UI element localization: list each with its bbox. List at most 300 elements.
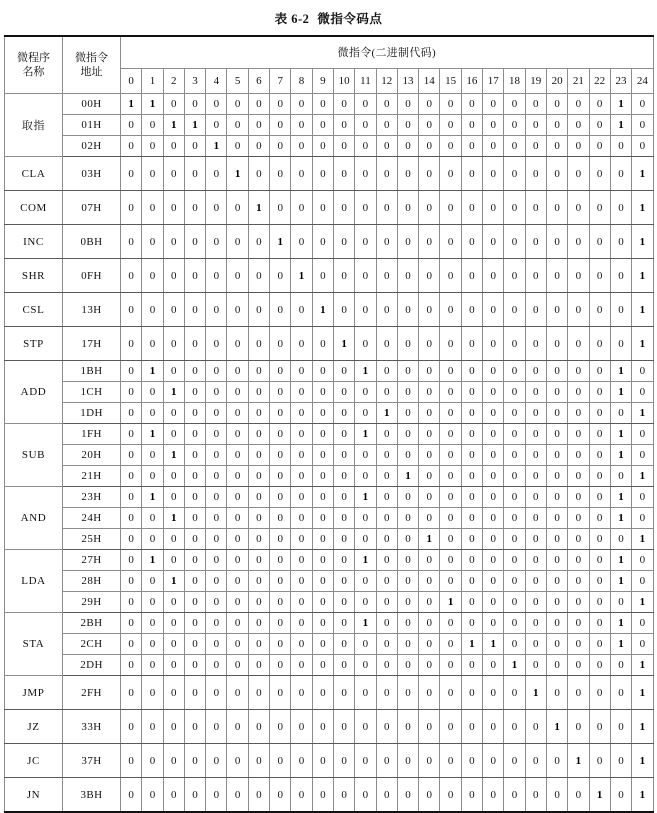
bit-cell: 1 (376, 403, 397, 424)
bit-cell: 0 (546, 361, 567, 382)
bit-cell: 0 (184, 424, 205, 445)
bit-cell: 0 (163, 361, 184, 382)
bit-cell: 0 (291, 293, 312, 327)
bit-cell: 0 (568, 592, 589, 613)
bit-cell: 0 (376, 293, 397, 327)
bit-cell: 0 (206, 157, 227, 191)
bit-cell: 0 (440, 710, 461, 744)
bit-cell: 0 (376, 710, 397, 744)
bit-cell: 0 (589, 225, 610, 259)
bit-cell: 0 (206, 259, 227, 293)
bit-cell: 0 (121, 613, 142, 634)
microinstruction-address-0BH: 0BH (63, 225, 121, 259)
table-row (5, 744, 654, 778)
bit-cell: 0 (504, 529, 525, 550)
table-row (5, 94, 654, 115)
bit-cell: 0 (546, 592, 567, 613)
bit-cell: 0 (461, 115, 482, 136)
bit-cell: 0 (270, 634, 291, 655)
bit-cell: 1 (142, 94, 163, 115)
bit-cell: 0 (184, 466, 205, 487)
bit-cell: 0 (355, 191, 376, 225)
bit-cell: 0 (355, 157, 376, 191)
bit-cell: 0 (397, 778, 418, 813)
bit-cell: 0 (184, 634, 205, 655)
bit-cell: 0 (397, 744, 418, 778)
bit-cell: 0 (376, 259, 397, 293)
bit-cell: 1 (546, 710, 567, 744)
bit-cell: 0 (376, 550, 397, 571)
table-row (5, 676, 654, 710)
bit-cell: 0 (206, 466, 227, 487)
bit-cell: 0 (483, 94, 504, 115)
microprogram-name-AND: AND (5, 487, 63, 550)
bit-cell: 0 (312, 136, 333, 157)
bit-cell: 0 (142, 403, 163, 424)
bit-cell: 0 (227, 613, 248, 634)
bit-cell: 0 (312, 710, 333, 744)
bit-cell: 0 (355, 508, 376, 529)
bit-cell: 0 (589, 259, 610, 293)
header-microprogram-name (5, 36, 63, 94)
bit-cell: 1 (355, 487, 376, 508)
bit-cell: 0 (461, 445, 482, 466)
bit-cell: 0 (270, 613, 291, 634)
bit-cell: 0 (121, 225, 142, 259)
bit-cell: 1 (184, 115, 205, 136)
bit-cell: 0 (291, 744, 312, 778)
bit-cell: 0 (504, 225, 525, 259)
bit-cell: 0 (632, 508, 653, 529)
bit-cell: 0 (397, 115, 418, 136)
bit-cell: 0 (291, 655, 312, 676)
bit-cell: 0 (525, 327, 546, 361)
bit-cell: 0 (632, 382, 653, 403)
bit-cell: 0 (291, 466, 312, 487)
microinstruction-address-20H: 20H (63, 445, 121, 466)
bit-cell: 0 (546, 259, 567, 293)
bit-cell: 0 (248, 508, 269, 529)
bit-cell: 0 (184, 327, 205, 361)
bit-cell: 0 (184, 94, 205, 115)
bit-cell: 0 (440, 676, 461, 710)
bit-cell: 0 (483, 445, 504, 466)
bit-cell: 0 (312, 571, 333, 592)
table-row (5, 225, 654, 259)
bit-cell: 0 (546, 191, 567, 225)
microprogram-name-JZ: JZ (5, 710, 63, 744)
bit-cell: 0 (355, 655, 376, 676)
header-bit-10: 10 (333, 68, 354, 93)
header-bit-13: 13 (397, 68, 418, 93)
microinstruction-address-13H: 13H (63, 293, 121, 327)
bit-cell: 0 (419, 466, 440, 487)
bit-cell: 0 (227, 259, 248, 293)
bit-cell: 0 (206, 592, 227, 613)
bit-cell: 0 (270, 508, 291, 529)
bit-cell: 0 (440, 327, 461, 361)
bit-cell: 0 (291, 403, 312, 424)
bit-cell: 0 (312, 382, 333, 403)
bit-cell: 0 (206, 94, 227, 115)
bit-cell: 0 (248, 592, 269, 613)
bit-cell: 0 (227, 382, 248, 403)
bit-cell: 0 (546, 676, 567, 710)
bit-cell: 0 (632, 487, 653, 508)
bit-cell: 0 (121, 676, 142, 710)
bit-cell: 0 (312, 94, 333, 115)
bit-cell: 0 (333, 157, 354, 191)
bit-cell: 0 (419, 445, 440, 466)
bit-cell: 0 (461, 613, 482, 634)
header-bit-12: 12 (376, 68, 397, 93)
bit-cell: 0 (546, 466, 567, 487)
bit-cell: 0 (461, 424, 482, 445)
bit-cell: 0 (227, 445, 248, 466)
bit-cell: 0 (355, 710, 376, 744)
bit-cell: 1 (632, 403, 653, 424)
bit-cell: 0 (483, 424, 504, 445)
bit-cell: 0 (227, 115, 248, 136)
bit-cell: 0 (376, 327, 397, 361)
bit-cell: 0 (461, 529, 482, 550)
bit-cell: 0 (142, 592, 163, 613)
bit-cell: 1 (632, 592, 653, 613)
bit-cell: 0 (291, 508, 312, 529)
bit-cell: 0 (248, 445, 269, 466)
microinstruction-address-23H: 23H (63, 487, 121, 508)
bit-cell: 1 (483, 634, 504, 655)
bit-cell: 1 (270, 225, 291, 259)
bit-cell: 0 (376, 157, 397, 191)
bit-cell: 0 (589, 445, 610, 466)
bit-cell: 0 (419, 259, 440, 293)
bit-cell: 0 (461, 293, 482, 327)
bit-cell: 0 (525, 613, 546, 634)
bit-cell: 0 (333, 571, 354, 592)
bit-cell: 0 (163, 487, 184, 508)
bit-cell: 0 (333, 259, 354, 293)
bit-cell: 0 (440, 225, 461, 259)
bit-cell: 0 (568, 403, 589, 424)
bit-cell: 0 (333, 382, 354, 403)
bit-cell: 0 (206, 550, 227, 571)
bit-cell: 0 (546, 613, 567, 634)
bit-cell: 0 (121, 744, 142, 778)
bit-cell: 0 (291, 634, 312, 655)
bit-cell: 0 (546, 403, 567, 424)
bit-cell: 0 (419, 592, 440, 613)
microprogram-name-SUB: SUB (5, 424, 63, 487)
bit-cell: 0 (227, 136, 248, 157)
bit-cell: 0 (142, 778, 163, 813)
bit-cell: 0 (546, 382, 567, 403)
bit-cell: 0 (142, 710, 163, 744)
bit-cell: 0 (397, 676, 418, 710)
bit-cell: 0 (121, 191, 142, 225)
table-row (5, 550, 654, 571)
bit-cell: 0 (568, 445, 589, 466)
bit-cell: 0 (419, 327, 440, 361)
bit-cell: 0 (568, 191, 589, 225)
header-bit-17: 17 (483, 68, 504, 93)
bit-cell: 0 (397, 592, 418, 613)
bit-cell: 0 (163, 634, 184, 655)
bit-cell: 0 (142, 136, 163, 157)
bit-cell: 0 (248, 115, 269, 136)
bit-cell: 0 (568, 508, 589, 529)
bit-cell: 0 (483, 529, 504, 550)
bit-cell: 0 (333, 592, 354, 613)
bit-cell: 0 (333, 487, 354, 508)
bit-cell: 0 (206, 445, 227, 466)
bit-cell: 0 (504, 115, 525, 136)
bit-cell: 0 (504, 676, 525, 710)
bit-cell: 0 (589, 382, 610, 403)
bit-cell: 0 (355, 225, 376, 259)
microprogram-name-JN: JN (5, 778, 63, 813)
bit-cell: 1 (121, 94, 142, 115)
header-bit-23: 23 (610, 68, 631, 93)
bit-cell: 0 (568, 327, 589, 361)
bit-cell: 0 (440, 744, 461, 778)
bit-cell: 1 (163, 571, 184, 592)
bit-cell: 0 (610, 466, 631, 487)
bit-cell: 0 (163, 403, 184, 424)
bit-cell: 1 (525, 676, 546, 710)
bit-cell: 0 (333, 508, 354, 529)
bit-cell: 0 (248, 744, 269, 778)
bit-cell: 0 (291, 136, 312, 157)
bit-cell: 0 (419, 225, 440, 259)
bit-cell: 0 (355, 293, 376, 327)
bit-cell: 1 (632, 655, 653, 676)
bit-cell: 0 (121, 778, 142, 813)
bit-cell: 0 (184, 487, 205, 508)
bit-cell: 0 (419, 403, 440, 424)
bit-cell: 0 (270, 778, 291, 813)
bit-cell: 0 (419, 191, 440, 225)
bit-cell: 0 (546, 293, 567, 327)
bit-cell: 0 (163, 550, 184, 571)
bit-cell: 0 (206, 613, 227, 634)
microprogram-name-CLA: CLA (5, 157, 63, 191)
bit-cell: 0 (440, 529, 461, 550)
bit-cell: 0 (419, 487, 440, 508)
microinstruction-address-02H: 02H (63, 136, 121, 157)
bit-cell: 0 (568, 613, 589, 634)
bit-cell: 0 (333, 445, 354, 466)
table-head (5, 36, 654, 94)
bit-cell: 0 (206, 115, 227, 136)
bit-cell: 0 (355, 676, 376, 710)
table-row (5, 529, 654, 550)
bit-cell: 0 (270, 710, 291, 744)
bit-cell: 1 (355, 361, 376, 382)
bit-cell: 0 (184, 710, 205, 744)
bit-cell: 0 (142, 744, 163, 778)
bit-cell: 1 (142, 487, 163, 508)
bit-cell: 1 (142, 550, 163, 571)
bit-cell: 0 (397, 382, 418, 403)
header-microprogram-name-line1: 微程序 (17, 51, 50, 64)
bit-cell: 0 (227, 424, 248, 445)
bit-cell: 0 (568, 550, 589, 571)
table-row (5, 259, 654, 293)
bit-cell: 0 (525, 466, 546, 487)
bit-cell: 0 (546, 778, 567, 813)
bit-cell: 0 (504, 403, 525, 424)
bit-cell: 0 (312, 445, 333, 466)
bit-cell: 0 (419, 508, 440, 529)
bit-cell: 0 (121, 445, 142, 466)
bit-cell: 1 (632, 744, 653, 778)
bit-cell: 0 (589, 676, 610, 710)
table-row (5, 382, 654, 403)
bit-cell: 0 (568, 382, 589, 403)
bit-cell: 0 (504, 744, 525, 778)
bit-cell: 0 (419, 655, 440, 676)
bit-cell: 0 (483, 259, 504, 293)
bit-cell: 0 (142, 529, 163, 550)
microprogram-name-STP: STP (5, 327, 63, 361)
microprogram-name-LDA: LDA (5, 550, 63, 613)
bit-cell: 0 (312, 613, 333, 634)
bit-cell: 0 (610, 403, 631, 424)
bit-cell: 0 (504, 466, 525, 487)
bit-cell: 0 (121, 136, 142, 157)
bit-cell: 0 (163, 778, 184, 813)
bit-cell: 0 (504, 592, 525, 613)
microprogram-name-ADD: ADD (5, 361, 63, 424)
bit-cell: 0 (184, 259, 205, 293)
bit-cell: 0 (546, 508, 567, 529)
bit-cell: 0 (589, 361, 610, 382)
bit-cell: 0 (440, 259, 461, 293)
bit-cell: 0 (610, 592, 631, 613)
bit-cell: 0 (333, 361, 354, 382)
bit-cell: 0 (270, 655, 291, 676)
bit-cell: 0 (632, 115, 653, 136)
bit-cell: 0 (184, 778, 205, 813)
bit-cell: 0 (227, 403, 248, 424)
bit-cell: 0 (312, 778, 333, 813)
bit-cell: 0 (184, 550, 205, 571)
bit-cell: 0 (546, 487, 567, 508)
bit-cell: 0 (461, 571, 482, 592)
bit-cell: 0 (568, 259, 589, 293)
bit-cell: 1 (142, 424, 163, 445)
bit-cell: 0 (397, 157, 418, 191)
bit-cell: 0 (461, 710, 482, 744)
bit-cell: 0 (355, 403, 376, 424)
bit-cell: 0 (376, 676, 397, 710)
bit-cell: 0 (483, 676, 504, 710)
bit-cell: 0 (227, 466, 248, 487)
bit-cell: 0 (440, 550, 461, 571)
bit-cell: 0 (525, 157, 546, 191)
bit-cell: 0 (568, 571, 589, 592)
bit-cell: 0 (440, 94, 461, 115)
bit-cell: 1 (355, 613, 376, 634)
bit-cell: 0 (121, 655, 142, 676)
bit-cell: 0 (206, 571, 227, 592)
bit-cell: 0 (589, 571, 610, 592)
bit-cell: 0 (589, 466, 610, 487)
bit-cell: 0 (270, 361, 291, 382)
bit-cell: 0 (142, 382, 163, 403)
bit-cell: 0 (291, 529, 312, 550)
table-row (5, 136, 654, 157)
bit-cell: 0 (270, 744, 291, 778)
bit-cell: 0 (376, 445, 397, 466)
bit-cell: 0 (504, 327, 525, 361)
bit-cell: 0 (184, 529, 205, 550)
bit-cell: 1 (589, 778, 610, 813)
table-row (5, 327, 654, 361)
microinstruction-address-1BH: 1BH (63, 361, 121, 382)
bit-cell: 0 (291, 424, 312, 445)
bit-cell: 0 (525, 136, 546, 157)
bit-cell: 0 (440, 293, 461, 327)
bit-cell: 0 (504, 136, 525, 157)
bit-cell: 0 (248, 136, 269, 157)
bit-cell: 0 (333, 655, 354, 676)
header-bit-8: 8 (291, 68, 312, 93)
table-caption-number: 表 6-2 (274, 12, 310, 26)
bit-cell: 0 (355, 94, 376, 115)
bit-cell: 1 (206, 136, 227, 157)
bit-cell: 0 (546, 445, 567, 466)
bit-cell: 1 (504, 655, 525, 676)
bit-cell: 0 (312, 225, 333, 259)
bit-cell: 0 (312, 508, 333, 529)
bit-cell: 0 (610, 293, 631, 327)
bit-cell: 0 (483, 778, 504, 813)
bit-cell: 0 (461, 157, 482, 191)
bit-cell: 0 (440, 382, 461, 403)
bit-cell: 0 (568, 778, 589, 813)
bit-cell: 1 (632, 676, 653, 710)
bit-cell: 0 (504, 259, 525, 293)
bit-cell: 0 (546, 94, 567, 115)
bit-cell: 0 (291, 191, 312, 225)
bit-cell: 1 (632, 466, 653, 487)
bit-cell: 0 (440, 191, 461, 225)
bit-cell: 0 (142, 676, 163, 710)
bit-cell: 0 (270, 676, 291, 710)
bit-cell: 0 (291, 571, 312, 592)
bit-cell: 0 (504, 710, 525, 744)
header-bit-6: 6 (248, 68, 269, 93)
bit-cell: 0 (525, 361, 546, 382)
table-row (5, 115, 654, 136)
bit-cell: 0 (525, 710, 546, 744)
bit-cell: 1 (632, 259, 653, 293)
bit-cell: 0 (461, 508, 482, 529)
bit-cell: 1 (632, 327, 653, 361)
bit-cell: 0 (504, 94, 525, 115)
bit-cell: 0 (206, 778, 227, 813)
header-bit-14: 14 (419, 68, 440, 93)
bit-cell: 0 (312, 115, 333, 136)
bit-cell: 0 (355, 634, 376, 655)
bit-cell: 0 (483, 327, 504, 361)
bit-cell: 0 (461, 403, 482, 424)
bit-cell: 0 (461, 225, 482, 259)
bit-cell: 0 (461, 655, 482, 676)
bit-cell: 0 (483, 508, 504, 529)
